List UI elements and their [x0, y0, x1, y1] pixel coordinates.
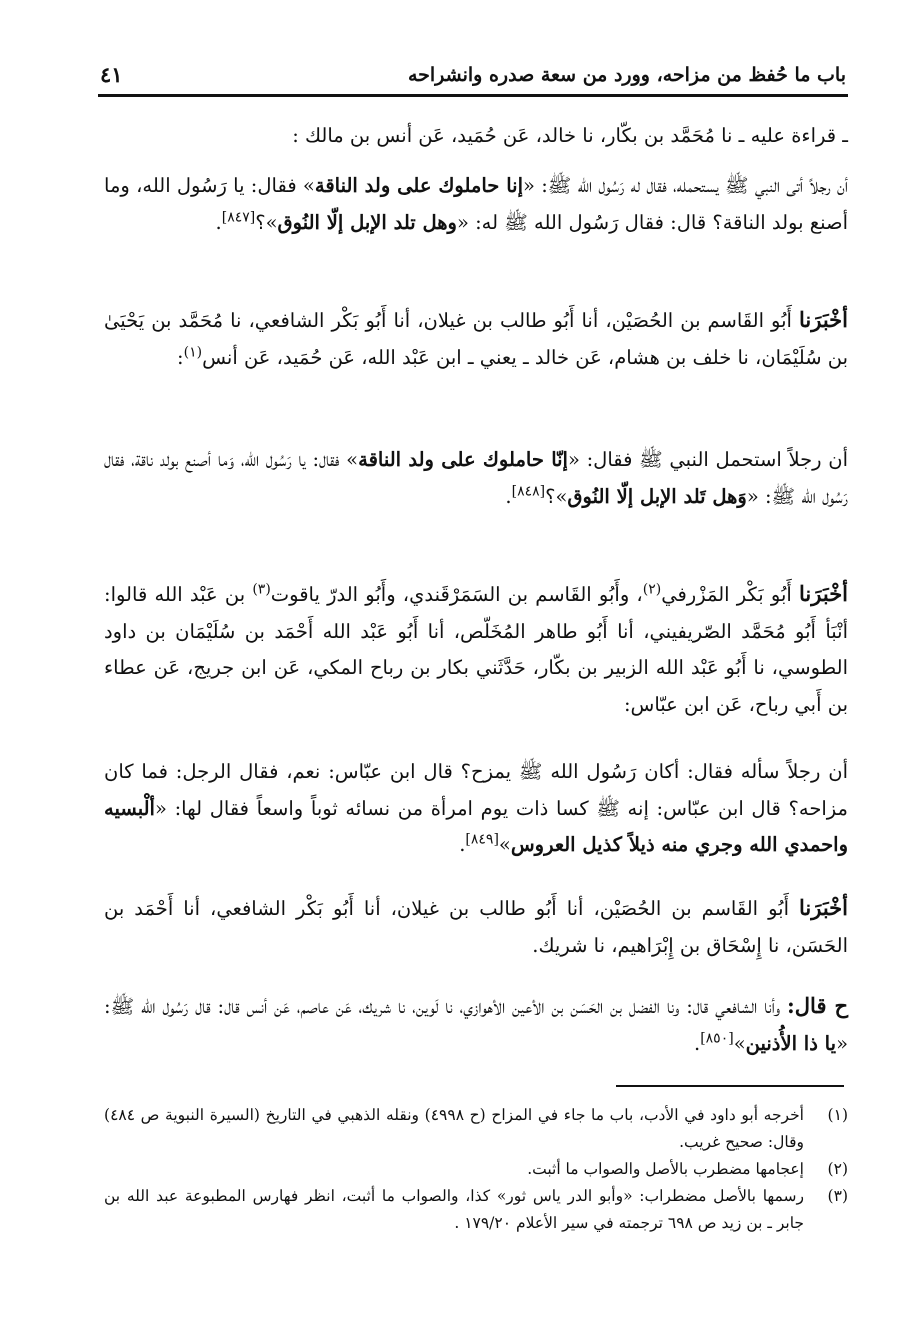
text-run: »؟	[255, 210, 278, 234]
text-run: بن عَبْد الله قالوا: أنْبَأ أَبُو مُحَمَّد الصّريفيني، أنا أَبُو طاهر المُخَلّص، أنا أَبُو عَبْد الله أَحْمَد بن سُلَيْمَان بن داود الطوسي، نا أَبُو عَبْد الله الزبير بن بكّار، حَدَّثَني بكار بن رباح المكي، عَن ابن جريج، عَن عطاء بن أَبي رباح، عَن ابن عبّاس:	[104, 583, 848, 716]
paragraph-3	[104, 302, 848, 376]
footnote-ref: (٢)	[642, 581, 662, 598]
hadith-quote: يا ذا الأُذنين	[745, 1031, 837, 1055]
text-run: أن رجلاً أتى النبي ﷺ يستحمله، فقال له رَسُول الله ﷺ: «	[523, 174, 848, 197]
text-run: »	[733, 1031, 746, 1055]
footnote-text: أخرجه أبو داود في الأدب، باب ما جاء في المزاح (ح ٤٩٩٨) ونقله الذهبي في التاريخ (السيرة النبوية ص ٤٨٤) وقال: صحيح غريب.	[104, 1106, 804, 1151]
running-header	[100, 58, 846, 94]
isnad-lead: أخْبَرَنا	[799, 307, 848, 332]
header-rule	[98, 94, 848, 97]
paragraph-4	[104, 442, 848, 515]
footnote-text: إعجامها مضطرب بالأصل والصواب ما أثبت.	[527, 1160, 804, 1178]
chapter-title: باب ما حُفظ من مزاحه، وورد من سعة صدره وانشراحه	[407, 64, 846, 86]
main-text	[104, 118, 848, 1078]
text-run: .	[505, 484, 512, 508]
text-run: أن رجلاً سأله فقال: أكان رَسُول الله ﷺ يمزح؟ قال ابن عبّاس: نعم، فقال الرجل: فما كان مزاحه؟ قال ابن عبّاس: إنه ﷺ كسا ذات يوم امرأة من نسائه ثوباً واسعاً فقال لها: «	[104, 760, 848, 820]
hadith-number: [٨٤٧]	[221, 209, 256, 225]
text-run: :	[177, 345, 184, 369]
text-run: أَبُو القَاسم بن الحُصَيْن، أنا أَبُو طالب بن غيلان، أنا أَبُو بَكْر الشافعي، نا مُحَمَّد بن يَحْيَىٰ بن سُلَيْمَان، نا خلف بن هشام، عَن خالد ـ يعني ـ ابن عَبْد الله، عَن حُمَيد، عَن أنس	[104, 309, 848, 369]
footnote	[104, 1102, 848, 1156]
footnote	[104, 1156, 848, 1183]
paragraph-1	[104, 118, 848, 155]
text-run: أَبُو القَاسم بن الحُصَيْن، أنا أَبُو طالب بن غيلان، أنا أَبُو بَكْر الشافعي، أنا أَحْمَد بن الحَسَن، نا إِسْحَاق بن إِبْرَاهيم، نا شريك.	[104, 897, 848, 957]
paragraph-6	[104, 754, 848, 864]
text-run: » فقال: يا رَسُول الله، وما أصنع بولد الناقة؟ قال: فقال رَسُول الله ﷺ له: «	[104, 174, 848, 234]
hadith-number: [٨٤٨]	[511, 483, 546, 499]
paragraph-2	[104, 168, 848, 241]
paragraph-text: ـ قراءة عليه ـ نا مُحَمَّد بن بكّار، نا خالد، عَن حُمَيد، عَن أنس بن مالك :	[292, 124, 848, 147]
text-run: .	[215, 210, 222, 234]
paragraph-7	[104, 890, 848, 964]
hadith-quote: إنّا حاملوك على ولد الناقة	[358, 448, 568, 471]
text-run: وأنا الشافعي قال: ونا الفضل بن الحَسَن بن الأعين الأهوازي، نا لَوين، نا شريك، عَن عاصم، عَن أنس قال: قال رَسُول الله ﷺ: «	[104, 995, 848, 1055]
text-run: أن رجلاً استحمل النبي ﷺ فقال: «	[567, 448, 849, 471]
text-run: »؟	[545, 484, 568, 508]
footnote-ref: (١)	[183, 344, 203, 360]
isnad-lead: ح قال:	[787, 993, 848, 1018]
footnotes	[104, 1102, 848, 1237]
footnote-ref: (٣)	[252, 581, 271, 598]
hadith-quote: ألْبسيه واحمدي الله وجري منه ذيلاً كذيل العروس	[104, 796, 848, 856]
text-run: .	[459, 833, 466, 856]
text-run: »	[498, 833, 511, 856]
text-run: .	[693, 1031, 701, 1055]
footnote-text: رسمها بالأصل مضطراب: «وأبو الدر ياس ثور» كذا، والصواب ما أثبت، انظر فهارس المطبوعة عبد الله بن جابر ـ بن زيد ص ٦٩٨ ترجمته في سير الأعلام ١٧٩/٢٠ .	[104, 1187, 804, 1232]
hadith-quote: إنا حاملوك على ولد الناقة	[314, 174, 524, 197]
hadith-number: [٨٤٩]	[465, 831, 499, 848]
footnote-number: (١)	[827, 1106, 848, 1124]
text-run: أَبُو بَكْر المَزْرفي	[661, 583, 800, 606]
isnad-lead: أخْبَرَنا	[799, 581, 849, 606]
isnad-lead: أخْبَرَنا	[799, 895, 848, 920]
paragraph-5	[104, 576, 848, 723]
text-run: » فقال: يا رَسُول الله، وَما أصنع بولد ناقة، فقال رَسُول الله ﷺ: «	[104, 448, 848, 508]
text-run: ، وأَبُو القَاسم بن السَمَرْقَندي، وأَبُو الدرّ ياقوت	[270, 583, 643, 606]
footnote-number: (٢)	[827, 1160, 848, 1178]
hadith-number: [٨٥٠]	[700, 1030, 734, 1046]
hadith-quote: وَهل تَلد الإبل إلّا النُوق	[567, 484, 747, 508]
footnote-separator	[616, 1085, 844, 1087]
hadith-quote: وهل تلد الإبل إلّا النُوق	[277, 210, 457, 234]
footnote-number: (٣)	[827, 1187, 848, 1205]
paragraph-8	[104, 988, 848, 1062]
footnote	[104, 1183, 848, 1237]
page-number: ٤١	[100, 62, 123, 87]
